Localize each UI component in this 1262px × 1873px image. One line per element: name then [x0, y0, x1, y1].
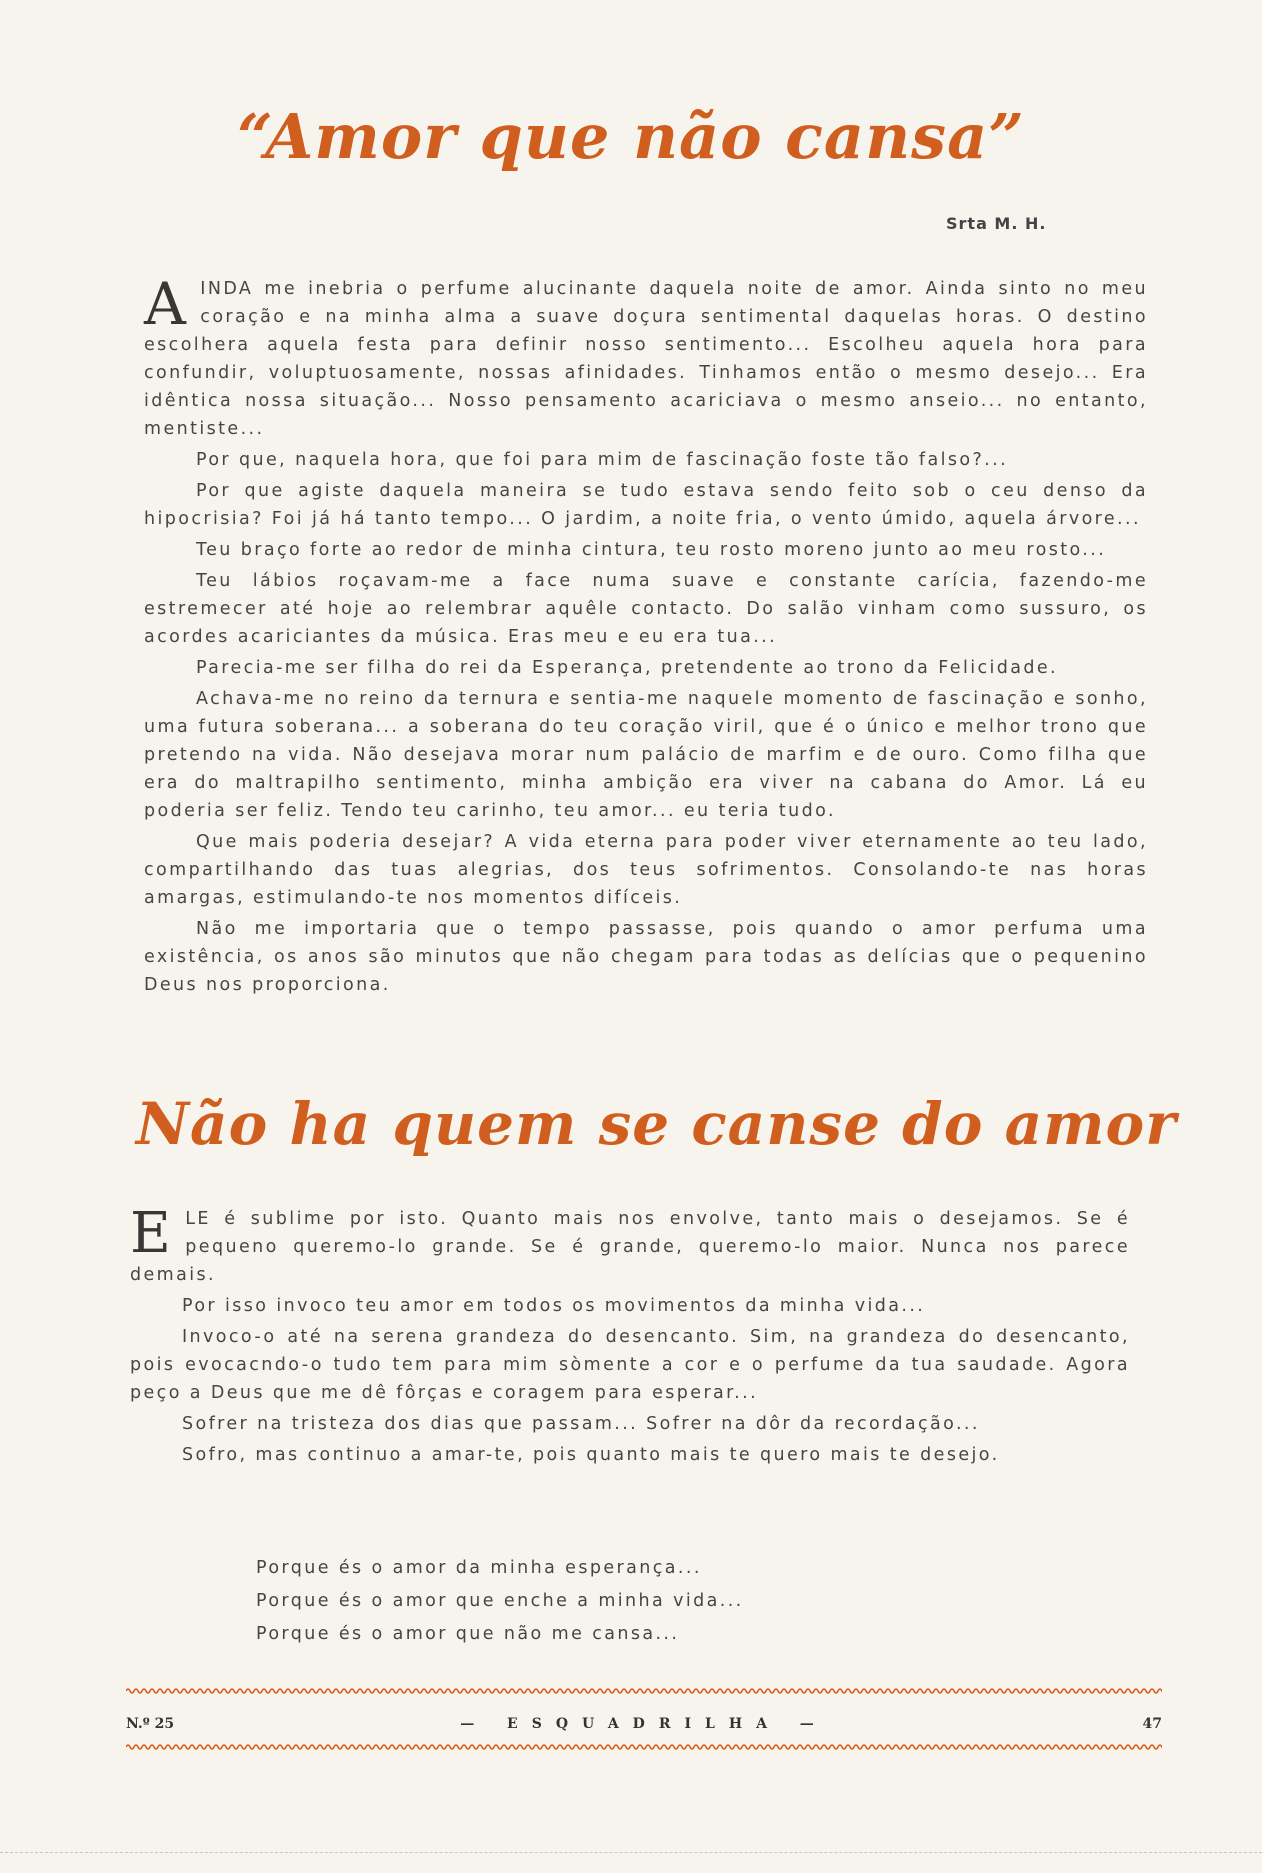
article-body [144, 270, 1148, 1002]
paragraph: Sofrer na tristeza dos dias que passam... Sofrer na dôr da recordação... [182, 1414, 980, 1434]
paragraph: Parecia-me ser filha do rei da Esperança, pretendente ao trono da Felicidade. [196, 658, 1059, 678]
drop-cap: A [144, 270, 189, 338]
paragraph: Por isso invoco teu amor em todos os movimentos da minha vida... [182, 1296, 926, 1316]
paragraph: Por que agiste daquela maneira se tudo estava sendo feito sob o ceu denso da hipocrisia? Foi já há tanto tempo... O jardim, a noite fria, o vento úmido, aquela árvore... [144, 481, 1148, 529]
verse-line: Porque és o amor da minha esperança... [256, 1558, 702, 1578]
page-number: 47 [1142, 1716, 1162, 1732]
closing-verses [256, 1552, 744, 1651]
paragraph: ELE é sublime por isto. Quanto mais nos envolve, tanto mais o desejamos. Se é pequeno queremo-lo grande. Se é grande, queremo-lo maior. Nunca nos parece demais. [130, 1201, 1130, 1285]
article-title: “Amor que não cansa” [237, 100, 1025, 173]
wavy-rule-top [126, 1686, 1162, 1696]
page-footer [126, 1716, 1162, 1740]
paragraph: Teu lábios roçavam-me a face numa suave e constante carícia, fazendo-me estremecer até hoje ao relembrar aquêle contacto. Do salão vinham como sussuro, os acordes acariciantes da música. Eras meu e eu era tua... [144, 571, 1148, 647]
drop-cap: E [130, 1201, 174, 1266]
paragraph: Que mais poderia desejar? A vida eterna para poder viver eternamente ao teu lado, compartilhando das tuas alegrias, dos teus sofrimentos. Consolando-te nas horas amargas, estimulando-te nos momentos difíceis. [144, 832, 1148, 908]
second-article-title: Não ha quem se canse do amor [136, 1090, 1177, 1158]
second-article-body [130, 1201, 1130, 1472]
paragraph: Por que, naquela hora, que foi para mim de fascinação foste tão falso?... [196, 450, 1009, 470]
paragraph: Sofro, mas continuo a amar-te, pois quanto mais te quero mais te desejo. [182, 1445, 1000, 1465]
issue-number: N.º 25 [126, 1716, 175, 1732]
paragraph: Invoco-o até na serena grandeza do desencanto. Sim, na grandeza do desencanto, pois evocacndo-o tudo tem para mim sòmente a cor e o perfume da tua saudade. Agora peço a Deus que me dê fôrças e coragem para esperar... [130, 1327, 1130, 1403]
paragraph: AINDA me inebria o perfume alucinante daquela noite de amor. Ainda sinto no meu coração e na minha alma a suave doçura sentimental daquelas horas. O destino escolhera aquela festa para definir nosso sentimento... Escolheu aquela hora para confundir, voluptuosamente, nossas afinidades. Tinhamos então o mesmo desejo... Era idêntica nossa situação... Nosso pensamento acariciava o mesmo anseio... no entanto, mentiste... [144, 270, 1148, 439]
paragraph: Não me importaria que o tempo passasse, pois quando o amor perfuma uma existência, os anos são minutos que não chegam para todas as delícias que o pequenino Deus nos proporciona. [144, 919, 1148, 995]
author-byline: Srta M. H. [946, 214, 1047, 233]
paragraph: Achava-me no reino da ternura e sentia-me naquele momento de fascinação e sonho, uma futura soberana... a soberana do teu coração viril, que é o único e melhor trono que pretendo na vida. Não desejava morar num palácio de marfim e de ouro. Como filha que era do maltrapilho sentimento, minha ambição era viver na cabana do Amor. Lá eu poderia ser feliz. Tendo teu carinho, teu amor... eu teria tudo. [144, 689, 1148, 821]
page-edge [0, 1852, 1262, 1857]
verse-line: Porque és o amor que não me cansa... [256, 1624, 680, 1644]
verse-line: Porque és o amor que enche a minha vida... [256, 1591, 744, 1611]
magazine-name: — ESQUADRILHA — [460, 1716, 828, 1732]
wavy-rule-bottom [126, 1742, 1162, 1752]
paragraph: Teu braço forte ao redor de minha cintura, teu rosto moreno junto ao meu rosto... [196, 540, 1107, 560]
